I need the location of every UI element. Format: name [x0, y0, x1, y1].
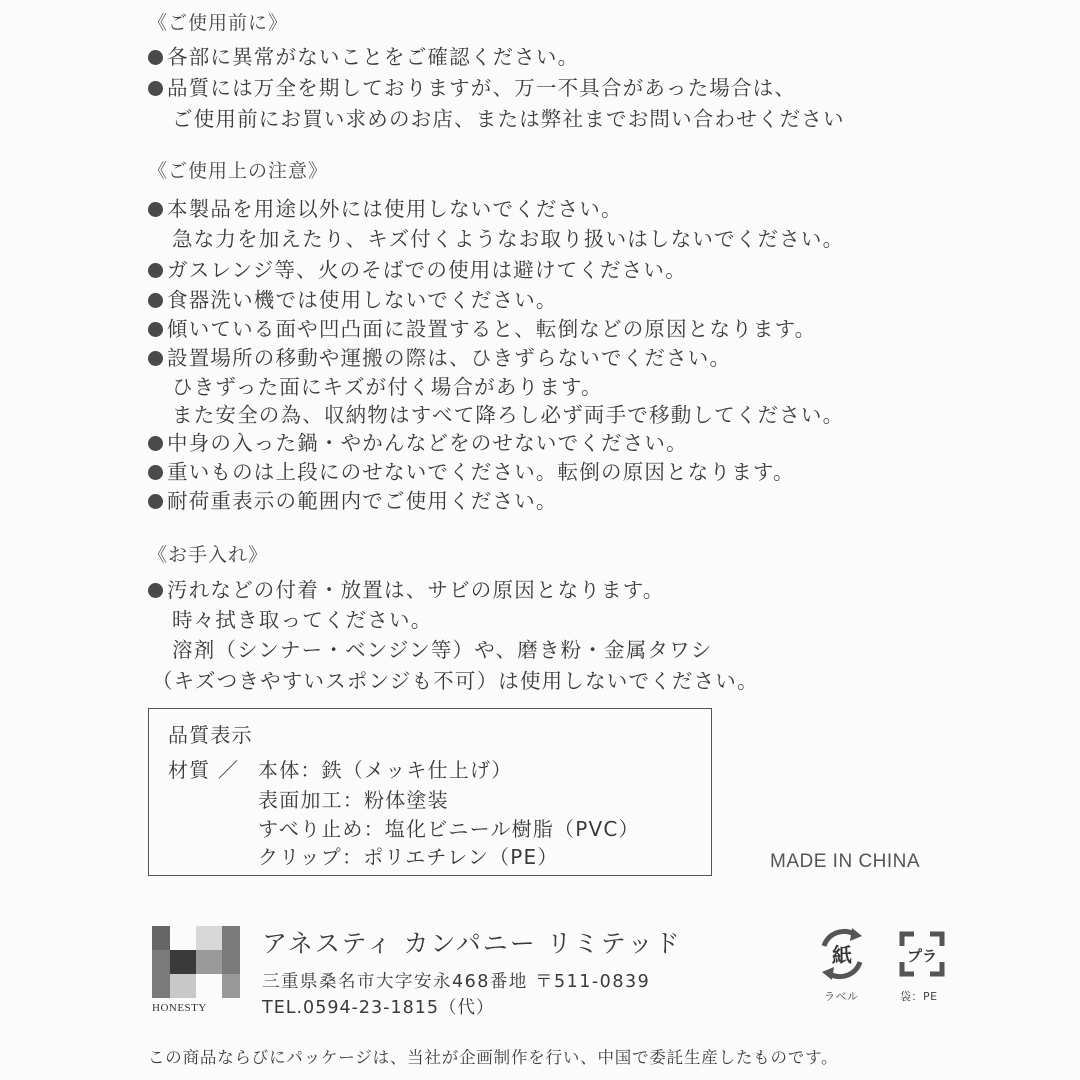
svg-text:紙: 紙: [832, 943, 852, 967]
material-row: クリップ：ポリエチレン（PE）: [258, 845, 559, 869]
honesty-logo: [152, 926, 240, 998]
material-label: 材質 ／: [168, 758, 240, 782]
section-title-care: 《お手入れ》: [148, 544, 269, 566]
bullet-icon: [148, 583, 163, 598]
quality-title: 品質表示: [168, 723, 253, 747]
bullet-icon: [148, 436, 163, 451]
list-item-continued: ひきずった面にキズが付く場合があります。: [172, 375, 603, 399]
bullet-icon: [148, 263, 163, 278]
section-title-before-use: 《ご使用前に》: [148, 12, 289, 34]
list-item: ガスレンジ等、火のそばでの使用は避けてください。: [148, 253, 687, 283]
list-item-continued: 溶剤（シンナー・ベンジン等）や、磨き粉・金属タワシ: [172, 638, 713, 662]
list-item-continued: 急な力を加えたり、キズ付くようなお取り扱いはしないでください。: [172, 227, 845, 251]
bullet-icon: [148, 351, 163, 366]
bullet-icon: [148, 494, 163, 509]
list-item: 食器洗い機では使用しないでください。: [148, 283, 558, 313]
list-item: 本製品を用途以外には使用しないでください。: [148, 192, 623, 222]
list-item-continued: また安全の為、収納物はすべて降ろし必ず両手で移動してください。: [172, 403, 845, 427]
list-item: 中身の入った鍋・やかんなどをのせないでください。: [148, 426, 688, 456]
bullet-icon: [148, 202, 163, 217]
bullet-icon: [148, 293, 163, 308]
footer-note: この商品ならびにパッケージは、当社が企画制作を行い、中国で委託生産したものです。: [148, 1048, 839, 1067]
bullet-icon: [148, 465, 163, 480]
company-tel: TEL.0594-23-1815（代）: [262, 998, 495, 1018]
plastic-mark-label: 袋：PE: [900, 990, 938, 1003]
svg-text:プラ: プラ: [906, 947, 938, 965]
bullet-icon: [148, 322, 163, 337]
list-item: 各部に異常がないことをご確認ください。: [148, 40, 579, 70]
company-address: 三重県桑名市大字安永468番地 〒511-0839: [262, 972, 651, 992]
bullet-icon: [148, 50, 163, 65]
list-item: 設置場所の移動や運搬の際は、ひきずらないでください。: [148, 341, 731, 371]
logo-wordmark: HONESTY: [152, 1002, 207, 1014]
bullet-icon: [148, 81, 163, 96]
list-item-continued: 時々拭き取ってください。: [172, 608, 433, 632]
list-item: 傾いている面や凹凸面に設置すると、転倒などの原因となります。: [148, 312, 816, 342]
list-item: 汚れなどの付着・放置は、サビの原因となります。: [148, 573, 664, 603]
list-item: 重いものは上段にのせないでください。転倒の原因となります。: [148, 455, 795, 485]
section-title-cautions: 《ご使用上の注意》: [148, 160, 329, 182]
list-item-continued: ご使用前にお買い求めのお店、または弊社までお問い合わせください: [172, 107, 845, 131]
list-item: 品質には万全を期しておりますが、万一不具合があった場合は、: [148, 71, 796, 101]
made-in-label: MADE IN CHINA: [770, 851, 921, 872]
material-row: 本体：鉄（メッキ仕上げ）: [258, 758, 513, 782]
company-name: アネスティ カンパニー リミテッド: [262, 929, 682, 958]
list-item-continued: （キズつきやすいスポンジも不可）は使用しないでください。: [152, 669, 759, 693]
paper-recycle-icon: [814, 926, 870, 982]
plastic-recycle-icon: [894, 926, 950, 982]
paper-mark-label: ラベル: [824, 990, 859, 1003]
material-row: すべり止め：塩化ビニール樹脂（PVC）: [258, 817, 640, 841]
material-row: 表面加工：粉体塗装: [258, 788, 449, 812]
list-item: 耐荷重表示の範囲内でご使用ください。: [148, 484, 558, 514]
